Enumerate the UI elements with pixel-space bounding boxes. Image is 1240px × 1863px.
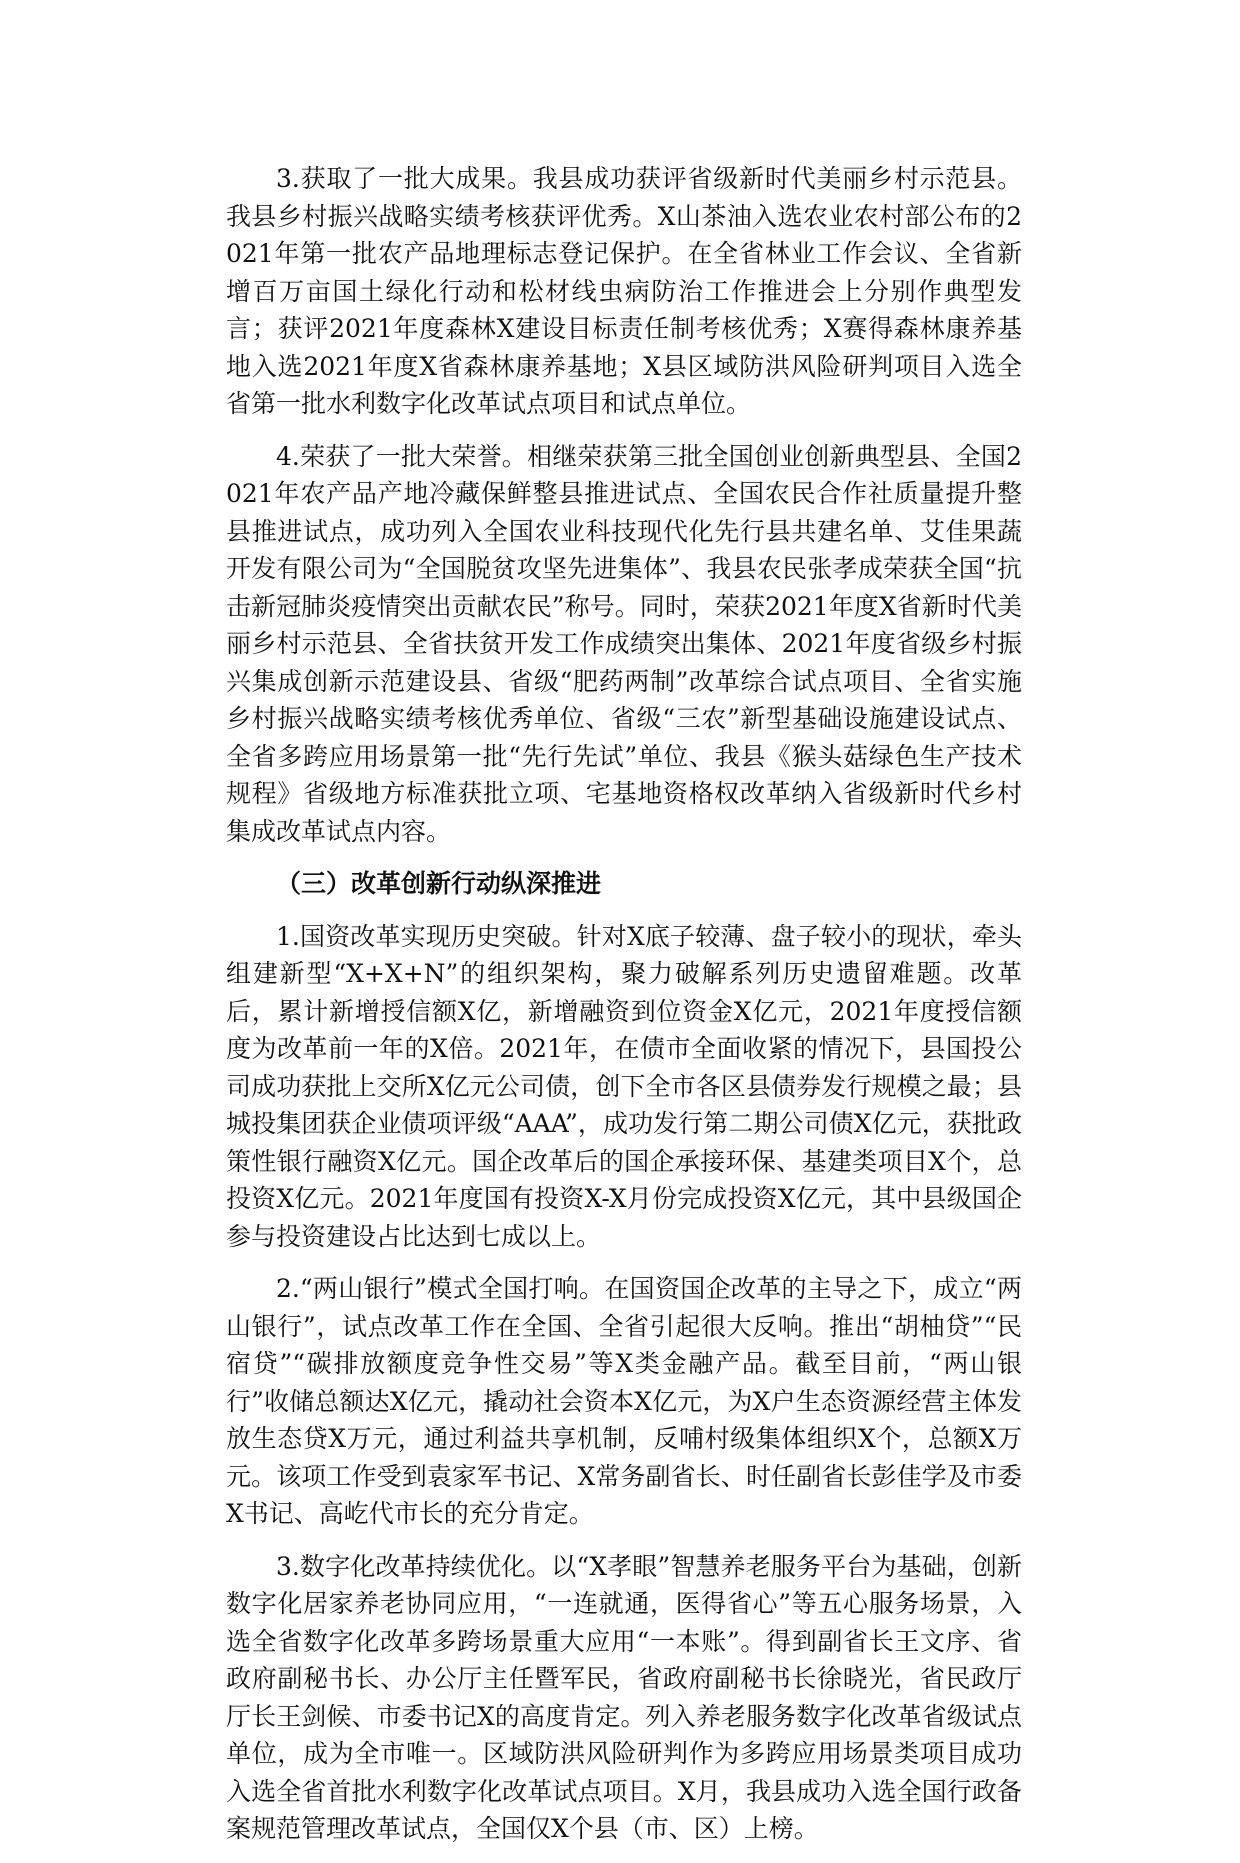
paragraph-achievements: 3.获取了一批大成果。我县成功获评省级新时代美丽乡村示范县。我县乡村振兴战略实绩考核获评优秀。X山茶油入选农业农村部公布的2021年第一批农产品地理标志登记保护。在全省林业工作会议、全省新增百万亩国土绿化行动和松材线虫病防治工作推进会上分别作典型发言；获评2021年度森林X建设目标责任制考核优秀；X赛得森林康养基地入选2021年度X省森林康养基地；X县区域防洪风险研判项目入选全省第一批水利数字化改革试点项目和试点单位。 [226,164,1022,418]
paragraph-two-mountains-bank: 2.“两山银行”模式全国打响。在国资国企改革的主导之下，成立“两山银行”，试点改革工作在全国、全省引起很大反响。推出“胡柚贷”“民宿贷”“碳排放额度竞争性交易”等X类金融产品。截至目前，“两山银行”收储总额达X亿元，撬动社会资本X亿元，为X户生态资源经营主体发放生态贷X万元，通过利益共享机制，反哺村级集体组织X个，总额X万元。该项工作受到袁家军书记、X常务副省长、时任副省长彭佳学及市委X书记、高屹代市长的充分肯定。 [226,1274,1022,1528]
paragraph-honors: 4.荣获了一批大荣誉。相继荣获第三批全国创业创新典型县、全国2021年农产品产地冷藏保鲜整县推进试点、全国农民合作社质量提升整县推进试点，成功列入全国农业科技现代化先行县共建名单、艾佳果蔬开发有限公司为“全国脱贫攻坚先进集体”、我县农民张孝成荣获全国“抗击新冠肺炎疫情突出贡献农民”称号。同时，荣获2021年度X省新时代美丽乡村示范县、全省扶贫开发工作成绩突出集体、2021年度省级乡村振兴集成创新示范建设县、省级“肥药两制”改革综合试点项目、全省实施乡村振兴战略实绩考核优秀单位、省级“三农”新型基础设施建设试点、全省多跨应用场景第一批“先行先试”单位、我县《猴头菇绿色生产技术规程》省级地方标准获批立项、宅基地资格权改革纳入省级新时代乡村集成改革试点内容。 [226,441,1022,846]
paragraph-state-assets-reform: 1.国资改革实现历史突破。针对X底子较薄、盘子较小的现状，牵头组建新型“X+X+N”的组织架构，聚力破解系列历史遗留难题。改革后，累计新增授信额X亿，新增融资到位资金X亿元，2021年度授信额度为改革前一年的X倍。2021年，在债市全面收紧的情况下，县国投公司成功获批上交所X亿元公司债，创下全市各区县债券发行规模之最；县城投集团获企业债项评级“AAA”，成功发行第二期公司债X亿元，获批政策性银行融资X亿元。国企改革后的国企承接环保、基建类项目X个，总投资X亿元。2021年度国有投资X-X月份完成投资X亿元，其中县级国企参与投资建设占比达到七成以上。 [226,921,1022,1251]
paragraph-digital-reform: 3.数字化改革持续优化。以“X孝眼”智慧养老服务平台为基础，创新数字化居家养老协同应用，“一连就通，医得省心”等五心服务场景，入选全省数字化改革多跨场景重大应用“一本账”。得到副省长王文序、省政府副秘书长、办公厅主任暨军民，省政府副秘书长徐晓光，省民政厅厅长王剑候、市委书记X的高度肯定。列入养老服务数字化改革省级试点单位，成为全市唯一。区域防洪风险研判作为多跨应用场景类项目成功入选全省首批水利数字化改革试点项目。X月，我县成功入选全国行政备案规范管理改革试点，全国仅X个县（市、区）上榜。 [226,1551,1022,1843]
section-heading-reform: （三）改革创新行动纵深推进 [276,869,602,898]
document-body [226,160,1022,1863]
